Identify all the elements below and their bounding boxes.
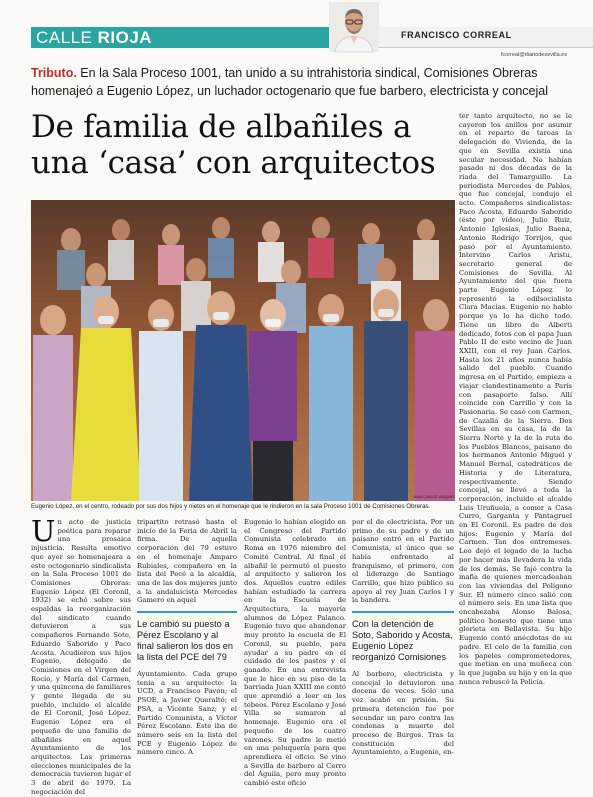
section-title — [31, 27, 331, 48]
photo-credit: JUAN CARLOS VÁZQUEZ — [413, 495, 456, 499]
author-portrait-icon — [329, 2, 379, 52]
right-column-text: ter tanto arquitecto, no se le cayeron los anillos por asumir en el reparto de tareas la delegación de Vivienda, de la que en Sevilla existía una secular necesidad. No habían pasado ni dos décadas de la riada del Tamarguillo. La periodista Mercedes de Pablos, que fue concejal, condujo el acto. Compañeros sindicalistas: Paco Acosta, Eduardo Saborido (éste por vídeo), Julio Ruiz, Antonio Iglesias, Julio Baena, Antonio Rodrigo Torrijos, que pasó por el Ayuntamiento. Intervino Carlos Aristu, secretario general de Comisiones de Sevilla. Al Ayuntamiento del que fuera parte Eugenio López lo representó la edilsocialista Clara Macías. Eugenio no hablo porque ya lo ha dicho todo. Tiene un libro de Alberti dedicado, fotos con el papa Juan Pablo II de este vecino de Juan XXIII, con el rey Juan Carlos. Hasta los 21 años nunca había salido del pueblo. Cuando ingresa en el Partido, empieza a viajar clandestinamente a París con pasaporte falso. Allí coincide con Carrillo y con la Pasionaria. Se casó con Carmen, de Cazalla de la Sierra. Dos Sevillas en su casa, la de la Sierra Norte y la de la ruta de los Pueblos Blancos, paisano de los hermanos Antonio Miguel y Manuel Bernal, catedráticos de Historia y de Literatura, respectivamente. Siendo concejal, se llevó a toda la corporación, incluido el alcalde Luis Uruñuela, a comer a Casa Curro, Garganta y Pantagruel en El Coronil. Es padre de dos hijos: Eugenio y María del Carmen. Tan dos entremeses. Leo dejó el legado de la lucha por hacer más llevadera la vida de los demás. Se fajó contra la mafia de quienes mercadeaban con las viviendas del Polígono Sur. El número cinco salió con el número seis. En una lista que encabezaba Alonso Balosa, político honesto que tiene una glorieta en Bellavista. Su hijo Eugenio contó anécdotas de su padre. El celo de la familia con los papeles comprometedores, que metían en una muñeca con la que jugaba su hija y en la que nunca rebuscó la Policía. — [459, 112, 572, 686]
pull-quote-2: Con la detención de Soto, Saborido y Acosta, Eugenio López reorganizó Comisiones — [352, 611, 454, 663]
article-headline — [31, 109, 461, 181]
body-column-1 — [31, 514, 131, 796]
section-prefix: CALLE — [36, 28, 93, 47]
body-column-2-text-b: Ayuntamiento. Cada grupo tenía a su arquitecto: la UCD, a Francisco Pavón; el PSOE, a Javier Queraltó; el PSA, a Vicente Sanz; y el Partido Comunista, a Víctor Pérez Escolano. Éste iba de número seis en la lista del PCE y Eugenio López de número cinco. A — [137, 670, 237, 757]
drop-cap: U — [31, 514, 56, 548]
body-column-2-text-a: tripartito retrasó hasta el inicio de la Feria de Abril la firma. De aquella corporación del 79 estuvo en el homenaje Amparo Rubiales, compañera en la lista del Pecé a la alcaldía, una de las dos mujeres junto a la andaluicista Mercedes Gamero en aquel — [137, 518, 237, 605]
pull-quote-1: Le cambió su puesto a Pérez Escolano y al final salieron los dos en la lista del PCE del 79 — [137, 611, 237, 663]
headline-line-2: una ‘casa’ con arquitectos — [31, 145, 436, 181]
author-photo — [329, 2, 379, 52]
author-name: FRANCISCO CORREAL — [401, 30, 512, 40]
body-column-2 — [137, 518, 237, 757]
author-email[interactable]: fcorreal@diariodesevilla.es — [500, 52, 567, 58]
photo-caption: Eugenio López, en el centro, rodeado por sus dos hijos y nietos en el homenaje que le rindieron en la sala Proceso 1001 de Comisiones Obreras. — [31, 503, 431, 510]
deck-kicker: Tributo. — [31, 66, 77, 80]
body-column-4-text-b: Al barbero, electricista y concejal lo detuvieron una docena de veces. Sólo una vez acabó en prisión. Su primera detención fue por secundar un paro contra las condenas a muerte del proceso de Burgos. Tras la constitución del Ayuntamiento, a Eugenio, en- — [352, 670, 454, 757]
group-photo-icon — [31, 200, 455, 501]
body-column-3: Eugenio lo habían elegido en el Congreso del Partido Comunista celebrado en Roma en 1976 miembro del Comité Central. Al final el albañil le permutó el puesto al arquitecto y salieron los dos. Aquellos cuatro ediles habían estudiado la carrera en la Escuela de Arquitectura, la mayoría alumnos de López Palanco. Eugenio tuvo que abandonar muy pronto la escuela de El Coronil, su pueblo, para ayudar a su padre en el cuidado de los pastos y el ganado. En una entrevista que le hice en su piso de la barriada Juan XXIII me contó que aprendió a leer en los tebeos. Pérez Escolano y José Villa se sumaron al homenaje. Eugenio era el pequeño de los cuatro varones. Su padre le metió en una peluquería para que aprendiera el oficio. Se vino a Sevilla de barbero al Cerro del Águila, pero muy pronto cambió este oficio — [244, 518, 346, 788]
headline-line-1: De familia de albañiles a — [31, 109, 412, 145]
deck-text: En la Sala Proceso 1001, tan unido a su intrahistoria sindical, Comisiones Obreras homenajeó a Eugenio López, un luchador octogenario que fue barbero, electricista y concejal — [31, 66, 549, 98]
body-column-4-text-a: por el de electricista. Por un primo de su padre y de un paisano entró en el Partido Comunista, el único que se había enfrentado al franquismo, el primero, con el liderazgo de Santiago Carrillo, que hizo público su apoyo al rey Juan Carlos I y la bandera. — [352, 518, 454, 605]
main-photo — [31, 200, 455, 501]
body-column-1-text: n acto de justicia poética para reparar una prosaica injusticia. Resulta emotivo que ayer se homenajeara a este octogenario sindicalista en la Sala Proceso 1001 de Comisiones Obreras: Eugenio López (El Coronil, 1932) se echó sobre sus espaldas la reorganización del sindicato cuando detuvieron a sus compañeros Fernando Soto, Eduardo Saborido y Paco Acosta. Acudieron sus hijos Eugenio, delegado de Comisiones en el Virgen del Rocío, y María del Carmen, y una quincena de familiares y gente llegada de su pueblo, incluido el alcalde de El Coronil, José López. Eugenio López era el pequeño de una familia de albañiles en aquel Ayuntamiento de los arquitectos. Las primeras elecciones municipales de la democracia tuvieron lugar el 3 de abril de 1979. La negociación del — [31, 518, 131, 796]
body-column-4 — [352, 518, 454, 757]
article-deck — [31, 64, 567, 100]
page-header — [0, 0, 593, 58]
section-name: RIOJA — [97, 28, 153, 47]
